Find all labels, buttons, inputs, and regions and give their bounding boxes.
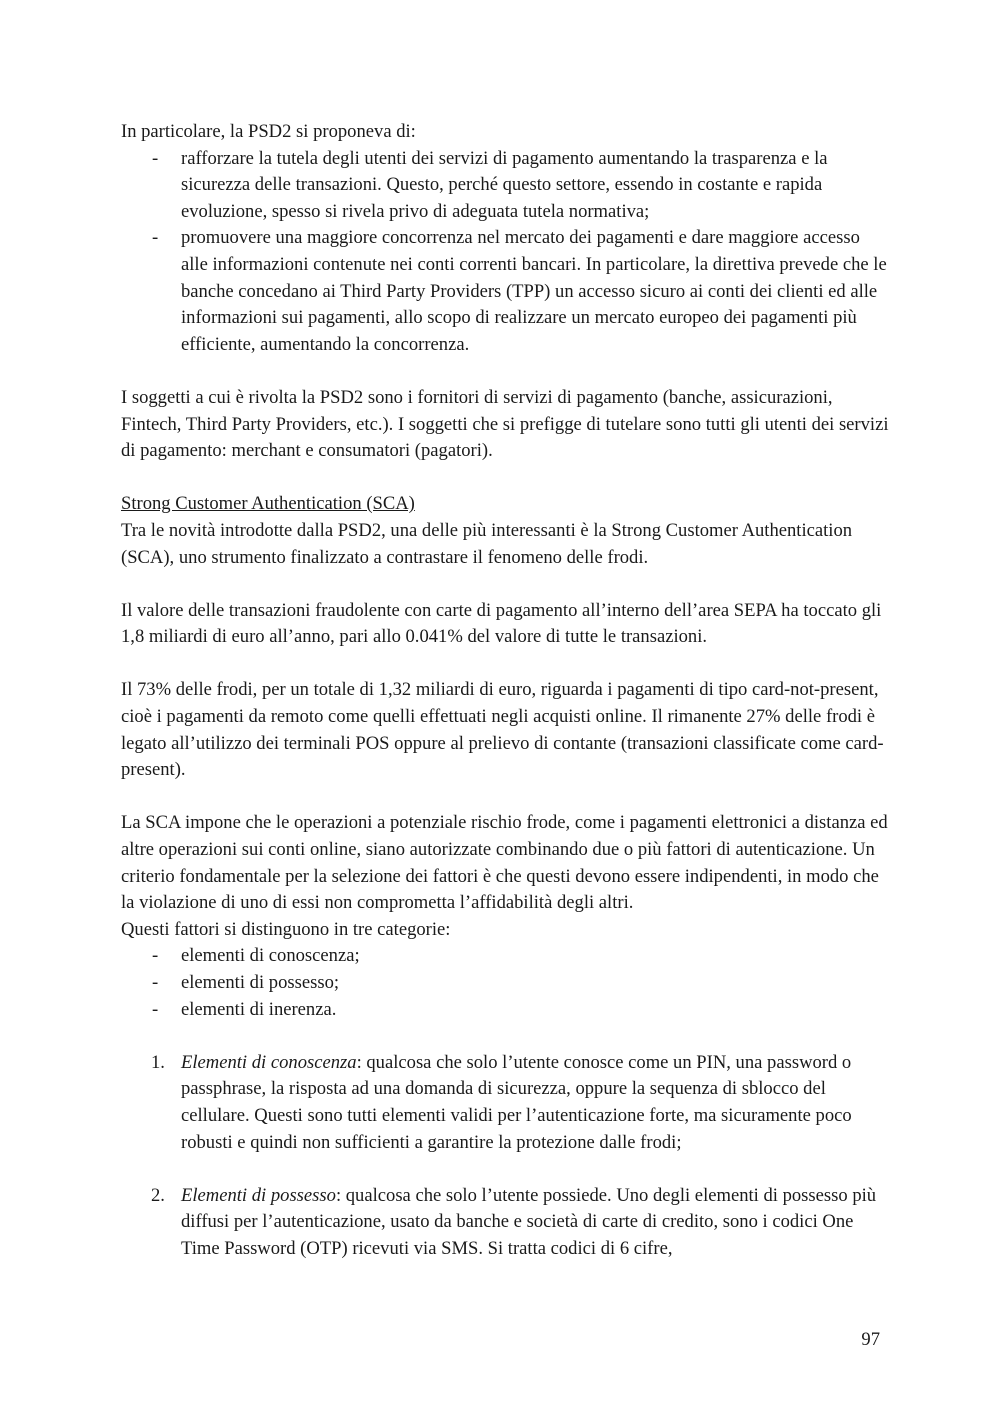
- factor-item-knowledge: [121, 1050, 891, 1156]
- page-content: [121, 119, 891, 1263]
- spacer: [121, 651, 891, 678]
- goal-item-transparency: - rafforzare la tutela degli utenti dei servizi di pagamento aumentando la trasparenza e la sicurezza delle transazioni. Questo, perché questo settore, essendo in costante e rapida evoluzione, spesso si rivela privo di adeguata tutela normativa;: [121, 146, 891, 226]
- factor-number: 2.: [151, 1184, 165, 1206]
- factor-item-possession: [121, 1183, 891, 1263]
- factor-term: Elementi di conoscenza: [181, 1051, 357, 1073]
- categories-intro: Questi fattori si distinguono in tre categorie:: [121, 918, 451, 940]
- category-item-knowledge: - elementi di conoscenza;: [121, 943, 891, 970]
- category-item-possession: - elementi di possesso;: [121, 970, 891, 997]
- goal-item-competition: - promuovere una maggiore concorrenza nel mercato dei pagamenti e dare maggiore accesso alle informazioni contenute nei conti correnti bancari. In particolare, la direttiva prevede che le banche concedano ai Third Party Providers (TPP) un accesso sicuro ai conti dei clienti ed alle informazioni sui pagamenti, allo scopo di realizzare un mercato europeo dei pagamenti più efficiente, aumentando la concorrenza.: [121, 225, 891, 358]
- factor-number: 1.: [151, 1051, 165, 1073]
- factors-list: [121, 1050, 891, 1263]
- factor-text: : qualcosa che solo l’utente conosce come un PIN, una password o passphrase, la risposta ad una domanda di sicurezza, oppure la sequenza di sblocco del cellulare. Questi sono tutti elementi validi per l’autenticazione forte, ma sicuramente poco robusti e quindi non sufficienti a garantire la protezione dalle frodi;: [181, 1051, 852, 1153]
- spacer: [121, 1156, 891, 1183]
- spacer: [121, 1023, 891, 1050]
- intro-paragraph: In particolare, la PSD2 si proponeva di:: [121, 121, 416, 142]
- fraud-split-paragraph: Il 73% delle frodi, per un totale di 1,32 miliardi di euro, riguarda i pagamenti di tipo card-not-present, cioè i pagamenti da remoto come quelli effettuati negli acquisti online. Il rimanente 27% delle frodi è legato all’utilizzo dei terminali POS oppure al prelievo di contante (transazioni classificate come card-present).: [121, 679, 884, 781]
- factor-text: : qualcosa che solo l’utente possiede. Uno degli elementi di possesso più diffusi per l’autenticazione, usato da banche e società di carte di credito, sono i codici One Time Password (OTP) ricevuti via SMS. Si tratta codici di 6 cifre,: [181, 1184, 877, 1259]
- factor-term: Elementi di possesso: [181, 1184, 336, 1206]
- sca-intro-paragraph: Tra le novità introdotte dalla PSD2, una delle più interessanti è la Strong Customer Authentication (SCA), uno strumento finalizzato a contrastare il fenomeno delle frodi.: [121, 519, 853, 568]
- goals-list: [121, 146, 891, 359]
- category-item-inherence: - elementi di inerenza.: [121, 997, 891, 1024]
- sca-rules-paragraph: La SCA impone che le operazioni a potenziale rischio frode, come i pagamenti elettronici a distanza ed altre operazioni sui conti online, siano autorizzate combinando due o più fattori di autenticazione. Un criterio fondamentale per la selezione dei fattori è che questi devono essere indipendenti, in modo che la violazione di uno di essi non comprometta l’affidabilità degli altri.: [121, 812, 888, 914]
- sca-heading: Strong Customer Authentication (SCA): [121, 493, 415, 515]
- spacer: [121, 571, 891, 598]
- spacer: [121, 358, 891, 385]
- fraud-value-paragraph: Il valore delle transazioni fraudolente con carte di pagamento all’interno dell’area SEPA ha toccato gli 1,8 miliardi di euro all’anno, pari allo 0.041% del valore di tutte le transazioni.: [121, 599, 882, 648]
- spacer: [121, 465, 891, 492]
- page-number: 97: [861, 1329, 880, 1350]
- subjects-paragraph: I soggetti a cui è rivolta la PSD2 sono i fornitori di servizi di pagamento (banche, assicurazioni, Fintech, Third Party Providers, etc.). I soggetti che si prefigge di tutelare sono tutti gli utenti dei servizi di pagamento: merchant e consumatori (pagatori).: [121, 386, 889, 462]
- spacer: [121, 784, 891, 811]
- categories-list: [121, 943, 891, 1023]
